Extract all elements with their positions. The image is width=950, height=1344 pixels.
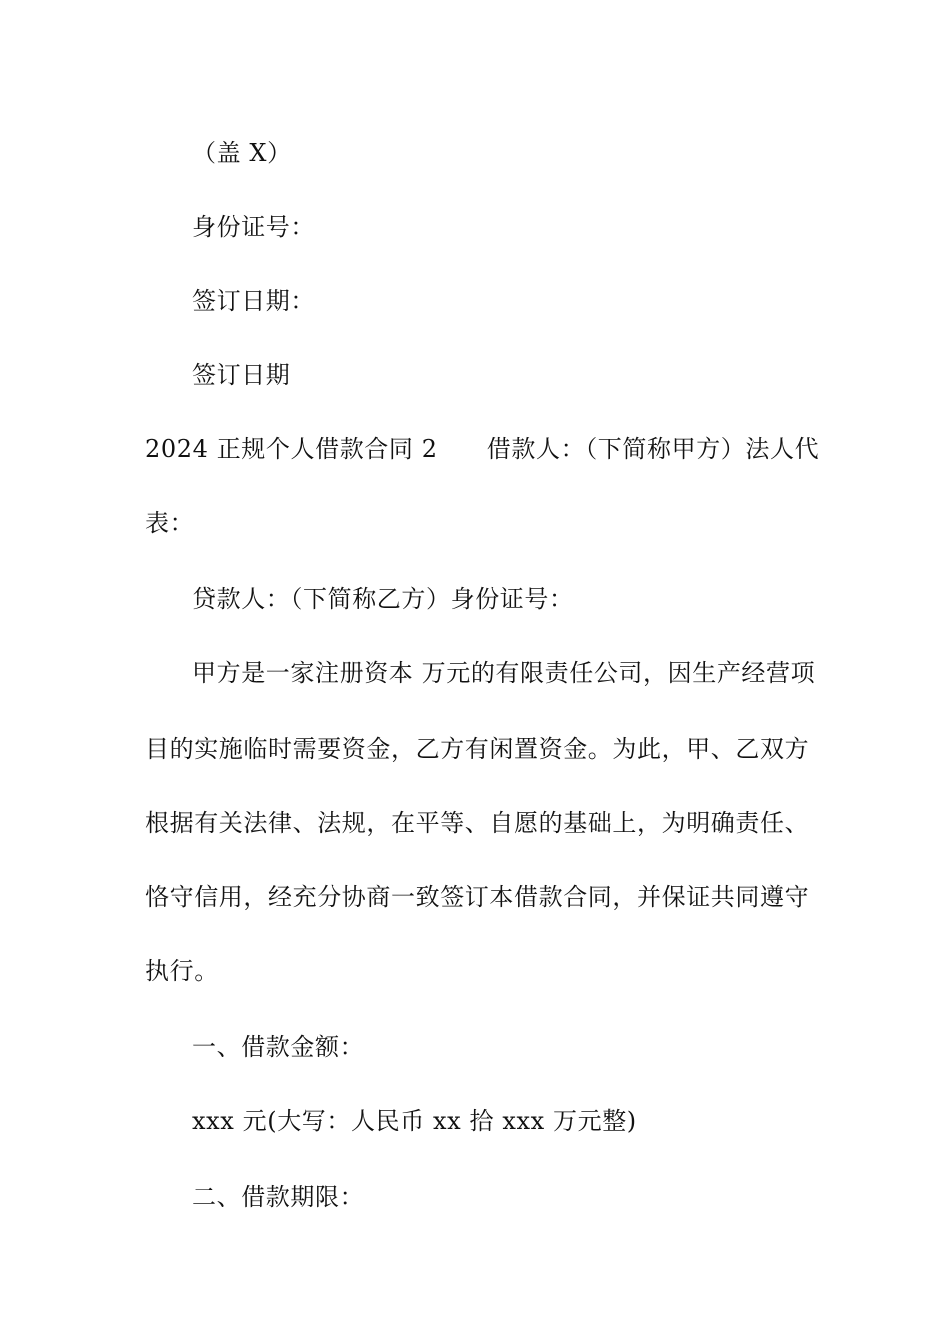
body-paragraph-line: 恪守信用，经充分协商一致签订本借款合同，并保证共同遵守: [145, 883, 810, 911]
signing-date-label: 签订日期：: [192, 287, 315, 315]
id-number-label: 身份证号：: [192, 213, 315, 241]
body-paragraph-line: 执行。: [145, 957, 219, 985]
signing-date-label-2: 签订日期: [192, 361, 291, 389]
contract-title-line: 2024 正规个人借款合同 2 借款人：（下简称甲方）法人代: [145, 435, 820, 463]
lender-line: 贷款人：（下简称乙方）身份证号：: [192, 585, 574, 613]
section-heading-amount: 一、借款金额：: [192, 1033, 365, 1061]
body-paragraph-line: 甲方是一家注册资本 万元的有限责任公司，因生产经营项: [192, 659, 816, 687]
loan-amount-line: xxx 元(大写：人民币 xx 拾 xxx 万元整): [192, 1107, 637, 1135]
seal-note: （盖 X）: [192, 139, 292, 167]
body-paragraph-line: 目的实施临时需要资金，乙方有闲置资金。为此，甲、乙双方: [145, 735, 810, 763]
contract-title-line-cont: 表：: [145, 509, 195, 537]
body-paragraph-line: 根据有关法律、法规，在平等、自愿的基础上，为明确责任、: [145, 809, 810, 837]
section-heading-term: 二、借款期限：: [192, 1183, 365, 1211]
